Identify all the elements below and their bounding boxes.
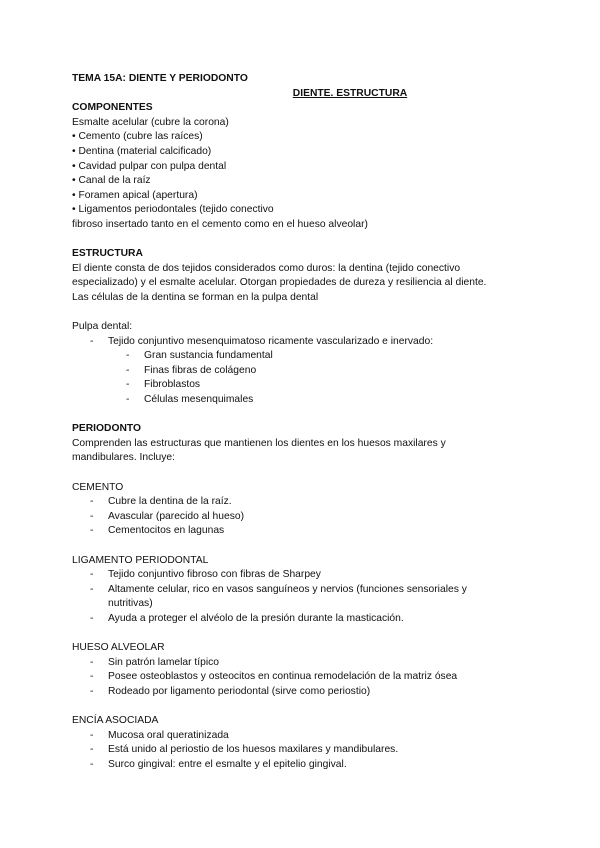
list-item: • Canal de la raíz [72,175,151,187]
paragraph-line: Comprenden las estructuras que mantienen los dientes en los huesos maxilares y [72,437,446,449]
list-item: - Está unido al periostio de los huesos maxilares y mandibulares. [90,744,399,756]
paragraph-line: El diente consta de dos tejidos considerados como duros: la dentina (tejido conectivo [72,262,461,274]
periodonto-heading: PERIODONTO [72,423,142,435]
section-title: DIENTE. ESTRUCTURA [292,87,408,99]
pulpa-label: Pulpa dental: [72,321,133,333]
list-item: • Foramen apical (apertura) [72,189,198,201]
list-item: - Sin patrón lamelar típico [90,656,220,668]
ligamento-heading: LIGAMENTO PERIODONTAL [72,554,209,566]
list-item: - Surco gingival: entre el esmalte y el epitelio gingival. [90,758,347,770]
cemento-heading: CEMENTO [72,481,124,493]
list-item: • Cavidad pulpar con pulpa dental [72,160,227,172]
paragraph-line: Las células de la dentina se forman en la pulpa dental [72,291,319,303]
list-item: • Ligamentos periodontales (tejido conectivo [72,204,274,216]
list-item: - Altamente celular, rico en vasos sanguíneos y nervios (funciones sensoriales y nutritivas) [90,583,467,610]
list-item: - Tejido conjuntivo fibroso con fibras de Sharpey [90,569,321,581]
paragraph-line: mandibulares. Incluye: [72,452,176,464]
sub-list-item: - Fibroblastos [126,379,201,391]
paragraph-line: especializado) y el esmalte acelular. Otorgan propiedades de dureza y resiliencia al diente. [72,277,487,289]
list-item: • Dentina (material calcificado) [72,145,212,157]
list-item: - Cubre la dentina de la raíz. [90,496,232,508]
componentes-intro: Esmalte acelular (cubre la corona) [72,116,229,128]
sub-list-item: - Células mesenquimales [126,394,254,406]
estructura-heading: ESTRUCTURA [72,248,143,260]
hueso-heading: HUESO ALVEOLAR [72,642,165,654]
list-item: - Posee osteoblastos y osteocitos en continua remodelación de la matriz ósea [90,671,458,683]
sub-list-item: - Gran sustancia fundamental [126,350,273,362]
list-item: - Mucosa oral queratinizada [90,729,229,741]
list-item: - Tejido conjuntivo mesenquimatoso ricamente vascularizado e inervado: [90,335,434,347]
encia-heading: ENCÍA ASOCIADA [72,715,159,727]
document-page [72,72,532,773]
list-item: - Rodeado por ligamento periodontal (sirve como periostio) [90,685,371,697]
componentes-tail: fibroso insertado tanto en el cemento como en el hueso alveolar) [72,218,368,230]
list-item: • Cemento (cubre las raíces) [72,131,203,143]
sub-list-item: - Finas fibras de colágeno [126,364,257,376]
document-title: TEMA 15A: DIENTE Y PERIODONTO [72,73,248,84]
list-item: - Cementocitos en lagunas [90,525,225,537]
list-item: - Avascular (parecido al hueso) [90,510,245,522]
componentes-heading: COMPONENTES [72,102,153,114]
list-item: - Ayuda a proteger el alvéolo de la presión durante la masticación. [90,612,404,624]
